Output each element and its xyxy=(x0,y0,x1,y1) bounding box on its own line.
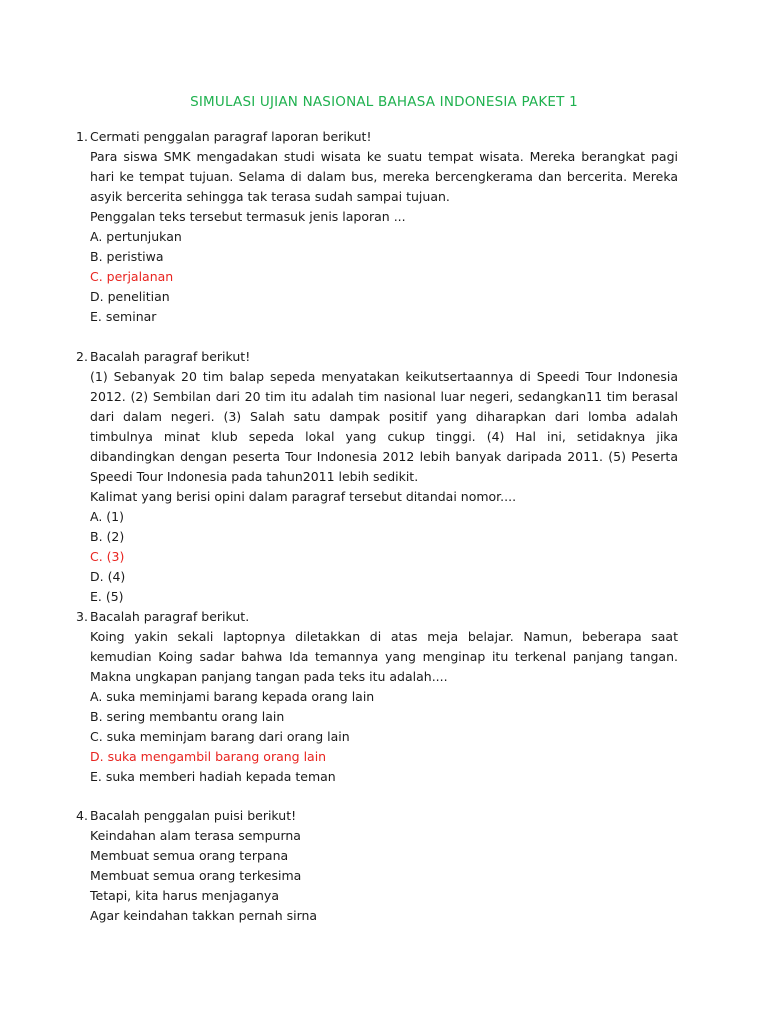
question-prompt: Kalimat yang berisi opini dalam paragraf tersebut ditandai nomor.... xyxy=(90,489,517,504)
question-instruction: Cermati penggalan paragraf laporan berikut! xyxy=(90,129,372,144)
answer-option-b: B. sering membantu orang lain xyxy=(90,709,285,724)
question-4 xyxy=(76,806,678,926)
answer-option-c: C. (3) xyxy=(90,549,125,564)
answer-option-d: D. (4) xyxy=(90,569,126,584)
question-instruction: Bacalah paragraf berikut. xyxy=(90,609,250,624)
poem-line: Agar keindahan takkan pernah sirna xyxy=(90,908,318,923)
poem-line: Membuat semua orang terkesima xyxy=(90,868,302,883)
question-number: 2. xyxy=(76,349,88,364)
answer-option-e: E. suka memberi hadiah kepada teman xyxy=(90,769,336,784)
answer-option-d: D. penelitian xyxy=(90,289,170,304)
question-1 xyxy=(76,127,678,327)
question-body xyxy=(90,627,678,787)
question-header xyxy=(76,607,678,627)
poem-excerpt xyxy=(90,826,678,926)
question-number: 4. xyxy=(76,808,88,823)
question-passage: Koing yakin sekali laptopnya diletakkan di atas meja belajar. Namun, beberapa saat kemudian Koing sadar bahwa Ida temannya yang menginap itu terkenal panjang tangan. Makna ungkapan panjang tangan pada teks itu adalah.... xyxy=(90,629,678,684)
question-header xyxy=(76,347,678,367)
document-title: SIMULASI UJIAN NASIONAL BAHASA INDONESIA PAKET 1 xyxy=(190,94,578,110)
question-number: 3. xyxy=(76,609,88,624)
answer-option-a: A. (1) xyxy=(90,509,124,524)
answer-option-d: D. suka mengambil barang orang lain xyxy=(90,749,327,764)
question-2 xyxy=(76,347,678,607)
poem-line: Keindahan alam terasa sempurna xyxy=(90,828,301,843)
question-instruction: Bacalah penggalan puisi berikut! xyxy=(90,808,297,823)
question-number: 1. xyxy=(76,129,88,144)
answer-option-e: E. (5) xyxy=(90,589,124,604)
answer-option-b: B. (2) xyxy=(90,529,125,544)
answer-option-c: C. perjalanan xyxy=(90,269,174,284)
answer-option-e: E. seminar xyxy=(90,309,157,324)
question-body xyxy=(90,367,678,607)
answer-option-c: C. suka meminjam barang dari orang lain xyxy=(90,729,350,744)
answer-option-a: A. pertunjukan xyxy=(90,229,182,244)
question-passage: Para siswa SMK mengadakan studi wisata ke suatu tempat wisata. Mereka berangkat pagi hari ke tempat tujuan. Selama di dalam bus, mereka bercengkerama dan bercerita. Mereka asyik bercerita sehingga tak terasa sudah sampai tujuan. xyxy=(90,149,678,204)
question-header xyxy=(76,806,678,826)
question-instruction: Bacalah paragraf berikut! xyxy=(90,349,251,364)
question-passage: (1) Sebanyak 20 tim balap sepeda menyatakan keikutsertaannya di Speedi Tour Indonesia 2012. (2) Sembilan dari 20 tim itu adalah tim nasional luar negeri, sedangkan11 tim berasal dari dalam negeri. (3) Salah satu dampak positif yang diharapkan dari lomba adalah timbulnya minat klub sepeda lokal yang cukup tinggi. (4) Hal ini, setidaknya jika dibandingkan dengan peserta Tour Indonesia 2012 lebih banyak daripada 2011. (5) Peserta Speedi Tour Indonesia pada tahun2011 lebih sedikit. xyxy=(90,369,678,484)
answer-option-a: A. suka meminjami barang kepada orang lain xyxy=(90,689,375,704)
poem-line: Tetapi, kita harus menjaganya xyxy=(90,888,279,903)
question-3 xyxy=(76,607,678,787)
question-body xyxy=(90,147,678,327)
poem-line: Membuat semua orang terpana xyxy=(90,848,289,863)
question-header xyxy=(76,127,678,147)
answer-option-b: B. peristiwa xyxy=(90,249,164,264)
question-prompt: Penggalan teks tersebut termasuk jenis laporan ... xyxy=(90,209,406,224)
